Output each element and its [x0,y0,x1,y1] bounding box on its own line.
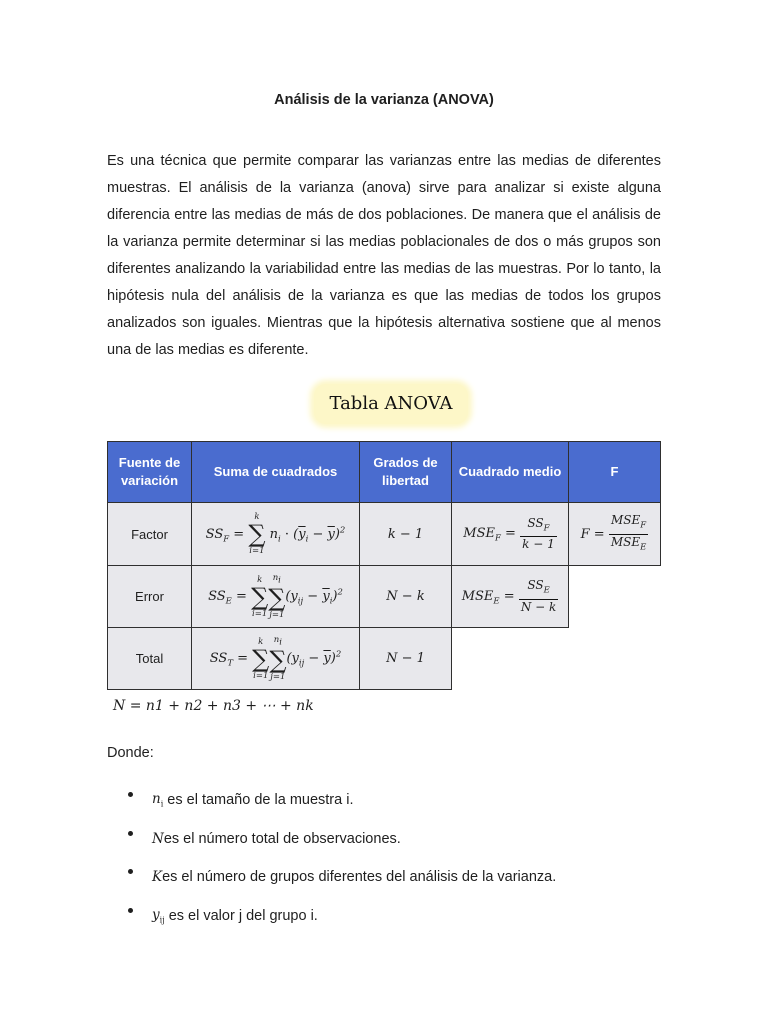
formula-mse-factor: $MSE_F$ = $\frac{SS_F}{k - 1}$ [452,503,569,566]
table-header-row [108,442,661,503]
formula-f: F = $\frac{MSE_F}{MSE_E}$ [569,503,661,566]
intro-paragraph: Es una técnica que permite comparar las varianzas entre las medias de diferentes muestras. El análisis de la varianza (anova) sirve para analizar si existe alguna diferencia entre las medias de más de dos poblaciones. De manera que el análisis de la varianza permite determinar si las medias poblacionales de dos o más grupos son diferentes analizando la variabilidad entre las medias de las muestras. Por lo tanto, la hipótesis nula del análisis de la varianza es que las medias de todos los grupos analizados son iguales. Mientras que la hipótesis alternativa sostiene que al menos una de las medias es diferente. [107,153,661,358]
list-item: $n_i$ es el tamaño de la muestra i. [128,781,556,820]
n-formula: N = n1 + n2 + n3 + ⋯ + nk [113,698,314,714]
table-title-badge: Tabla ANOVA [314,384,468,424]
cell-source-total: Total [108,628,192,690]
bullet-icon [128,908,133,913]
formula-ss-total: $SS_T$ = k ∑ i=1 $n_i$ ∑ j=1 $(y_{ij} - \overline{y})^2$ [192,628,360,690]
header-degrees-freedom: Grados de libertad [360,442,452,503]
bullet-icon [128,831,133,836]
formula-ss-factor: $SS_F$ = k ∑ i=1 $n_i \cdot (\overline{y}_i - \overline{y})^2$ [192,503,360,566]
header-source: Fuente de variación [108,442,192,503]
bullet-icon [128,792,133,797]
cell-source-factor: Factor [108,503,192,566]
donde-label: Donde: [107,745,154,761]
header-mean-square: Cuadrado medio [452,442,569,503]
cell-source-error: Error [108,566,192,628]
definitions-list [128,781,556,935]
page-title: Análisis de la varianza (ANOVA) [274,92,494,108]
table-row-error [108,566,661,628]
empty-cell [569,628,661,690]
header-f: F [569,442,661,503]
formula-ss-error: $SS_E$ = k ∑ i=1 $n_i$ ∑ j=1 $(y_{ij} - \overline{y}_i)^2$ [192,566,360,628]
empty-cell [569,566,661,628]
cell-df-factor: k − 1 [360,503,452,566]
cell-df-total: N − 1 [360,628,452,690]
list-item: $y_{ij}$ es el valor j del grupo i. [128,897,556,936]
anova-table [107,441,661,690]
cell-df-error: N − k [360,566,452,628]
table-row-total [108,628,661,690]
empty-cell [452,628,569,690]
formula-mse-error: $MSE_E$ = $\frac{SS_E}{N - k}$ [452,566,569,628]
list-item: N es el número total de observaciones. [128,820,556,859]
header-sum-squares: Suma de cuadrados [192,442,360,503]
bullet-icon [128,869,133,874]
table-row-factor [108,503,661,566]
list-item: K es el número de grupos diferentes del análisis de la varianza. [128,858,556,897]
